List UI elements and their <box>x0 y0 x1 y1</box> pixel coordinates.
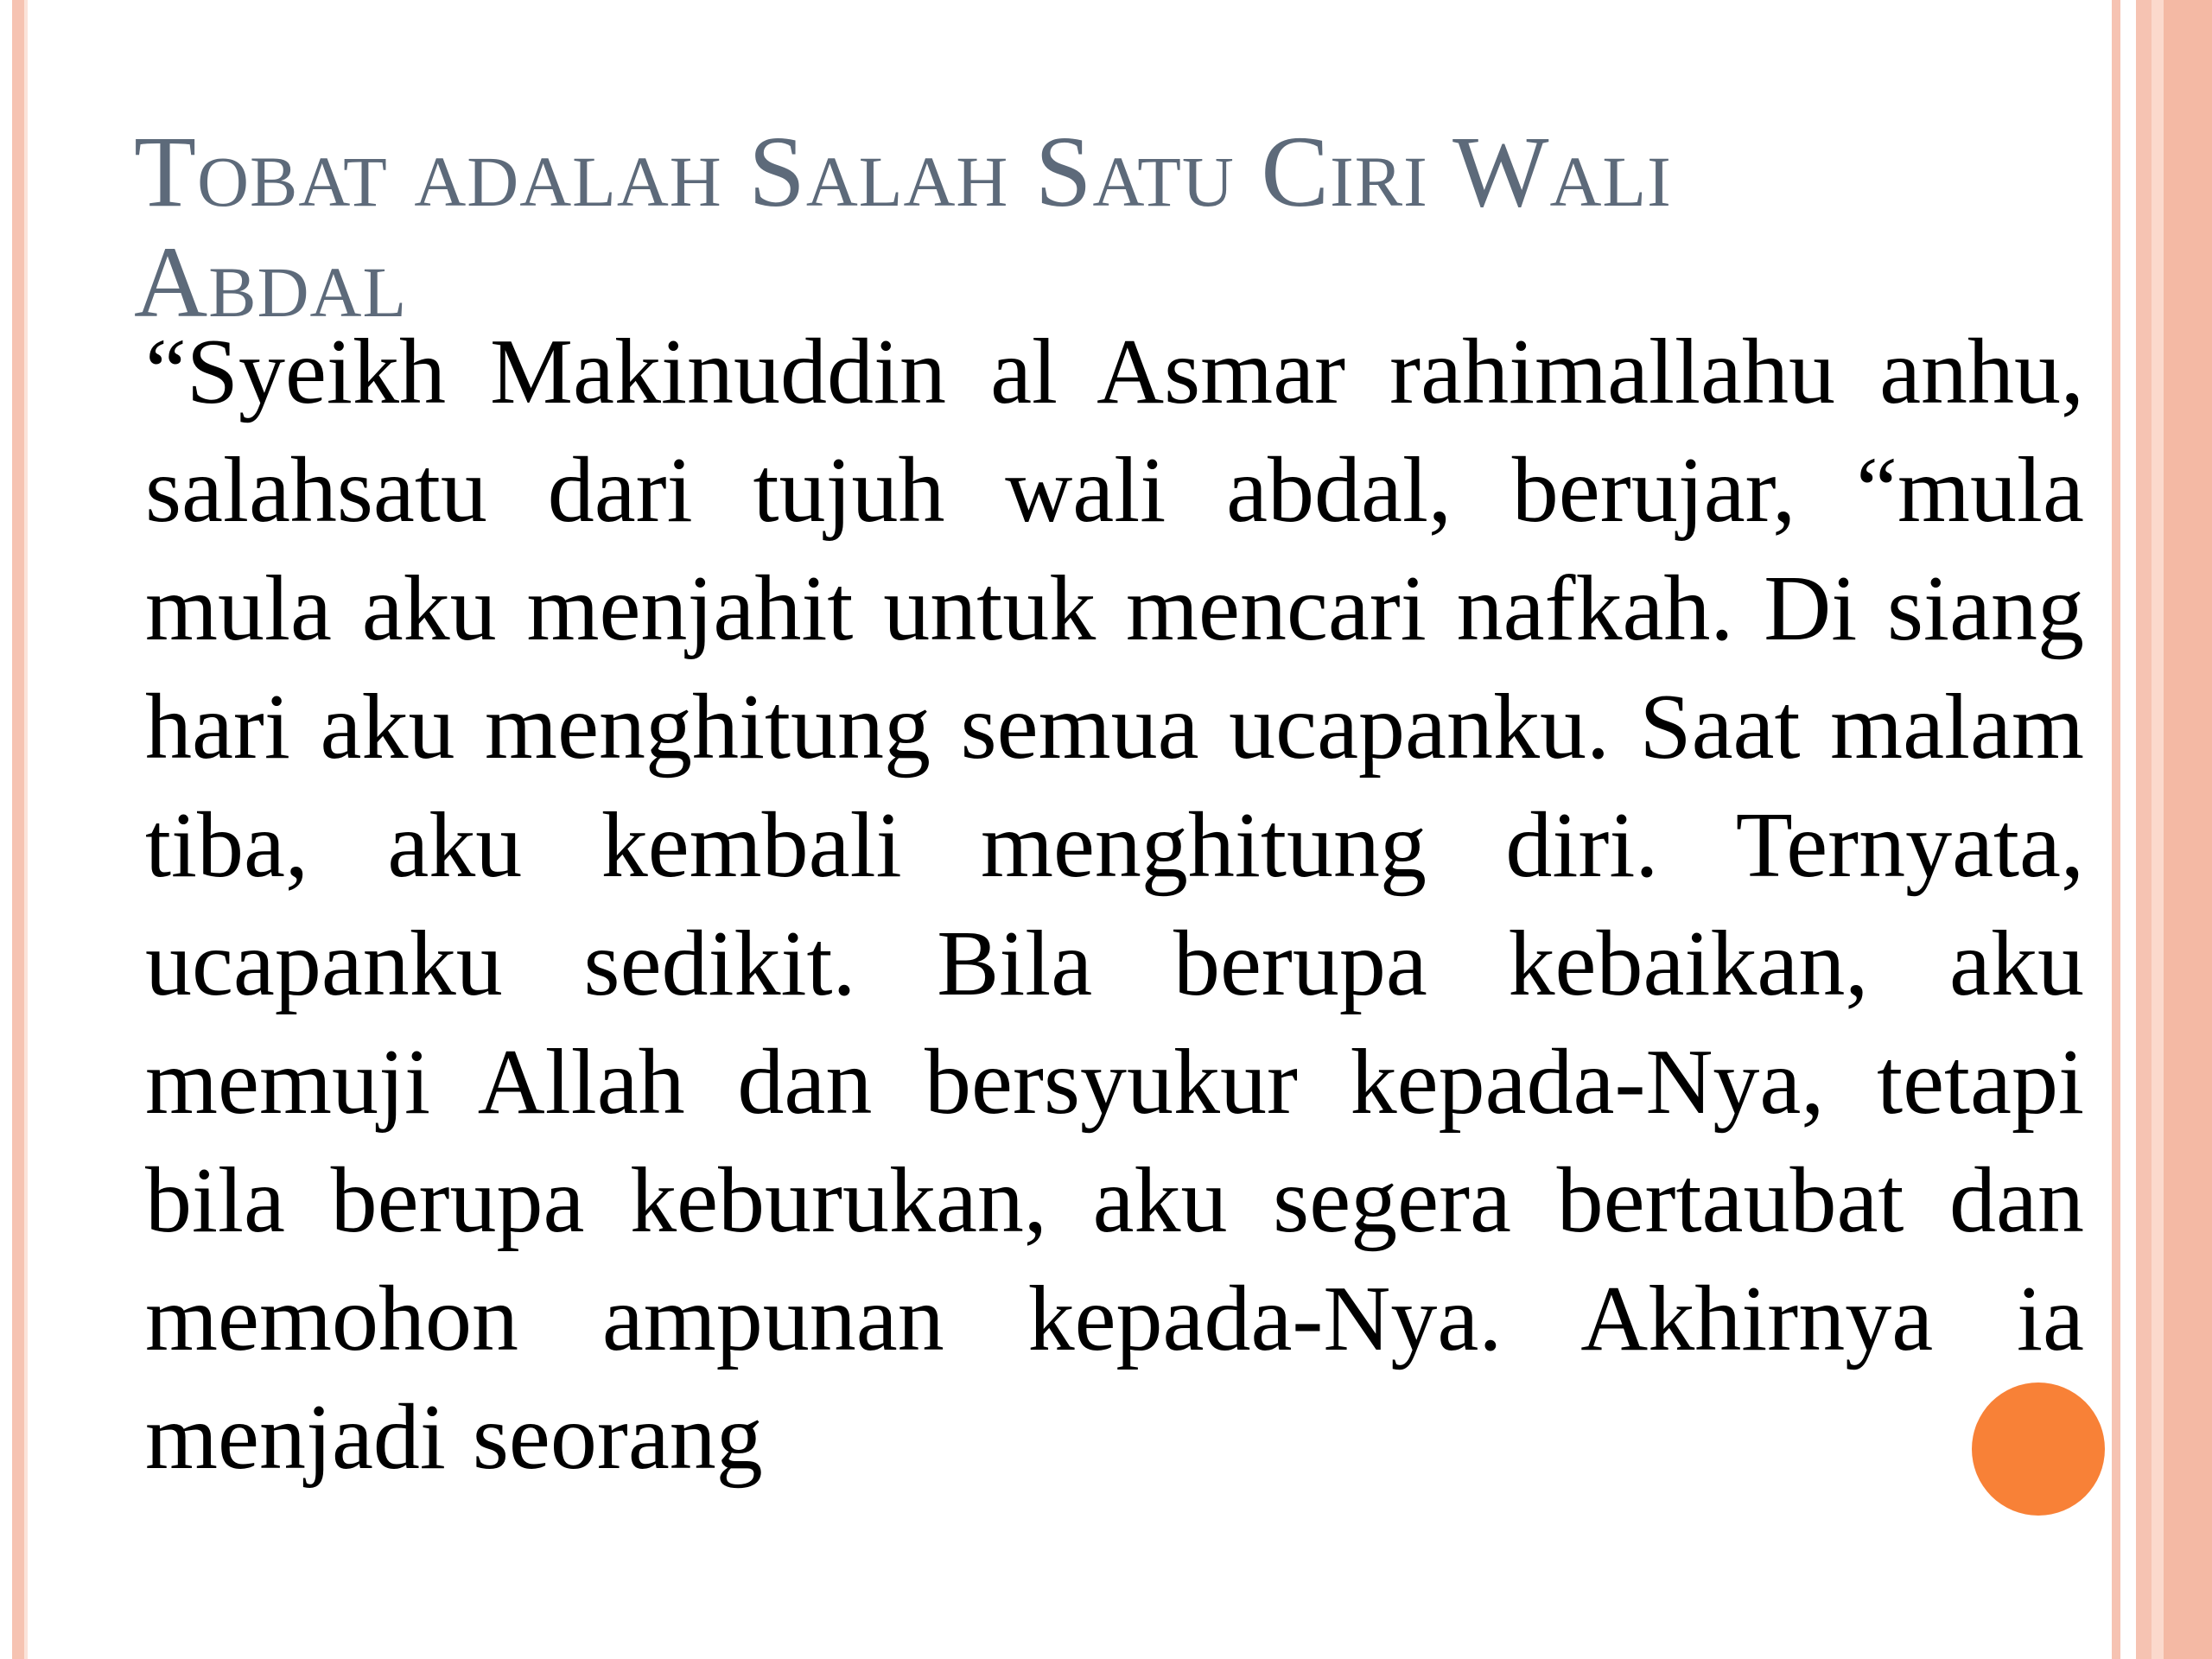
right-border-accent <box>2112 0 2120 1659</box>
right-border-outer <box>2164 0 2212 1659</box>
slide-body-text: “Syeikh Makinuddin al Asmar rahimallahu anhu, salahsatu dari tujuh wali abdal, berujar, “mula mula aku menjahit untuk mencari nafkah. Di siang hari aku menghitung semua ucapanku. Saat malam tiba, aku kembali menghitung diri. Ternyata, ucapanku sedikit. Bila berupa kebaikan, aku memuji Allah dan bersyukur kepada-Nya, tetapi bila berupa keburukan, aku segera bertaubat dan memohon ampunan kepada-Nya. Akhirnya ia menjadi seorang <box>145 321 2084 1489</box>
right-border-gap <box>2120 0 2136 1659</box>
laser-pointer-icon <box>1972 1382 2105 1516</box>
left-border-inner <box>24 0 28 1659</box>
slide-title: Tobat adalah Salah Satu Ciri Wali Abdal <box>134 115 1672 339</box>
left-border-accent <box>12 0 24 1659</box>
right-border-light <box>2152 0 2164 1659</box>
left-border <box>0 0 12 1659</box>
right-border-accent-2 <box>2136 0 2152 1659</box>
